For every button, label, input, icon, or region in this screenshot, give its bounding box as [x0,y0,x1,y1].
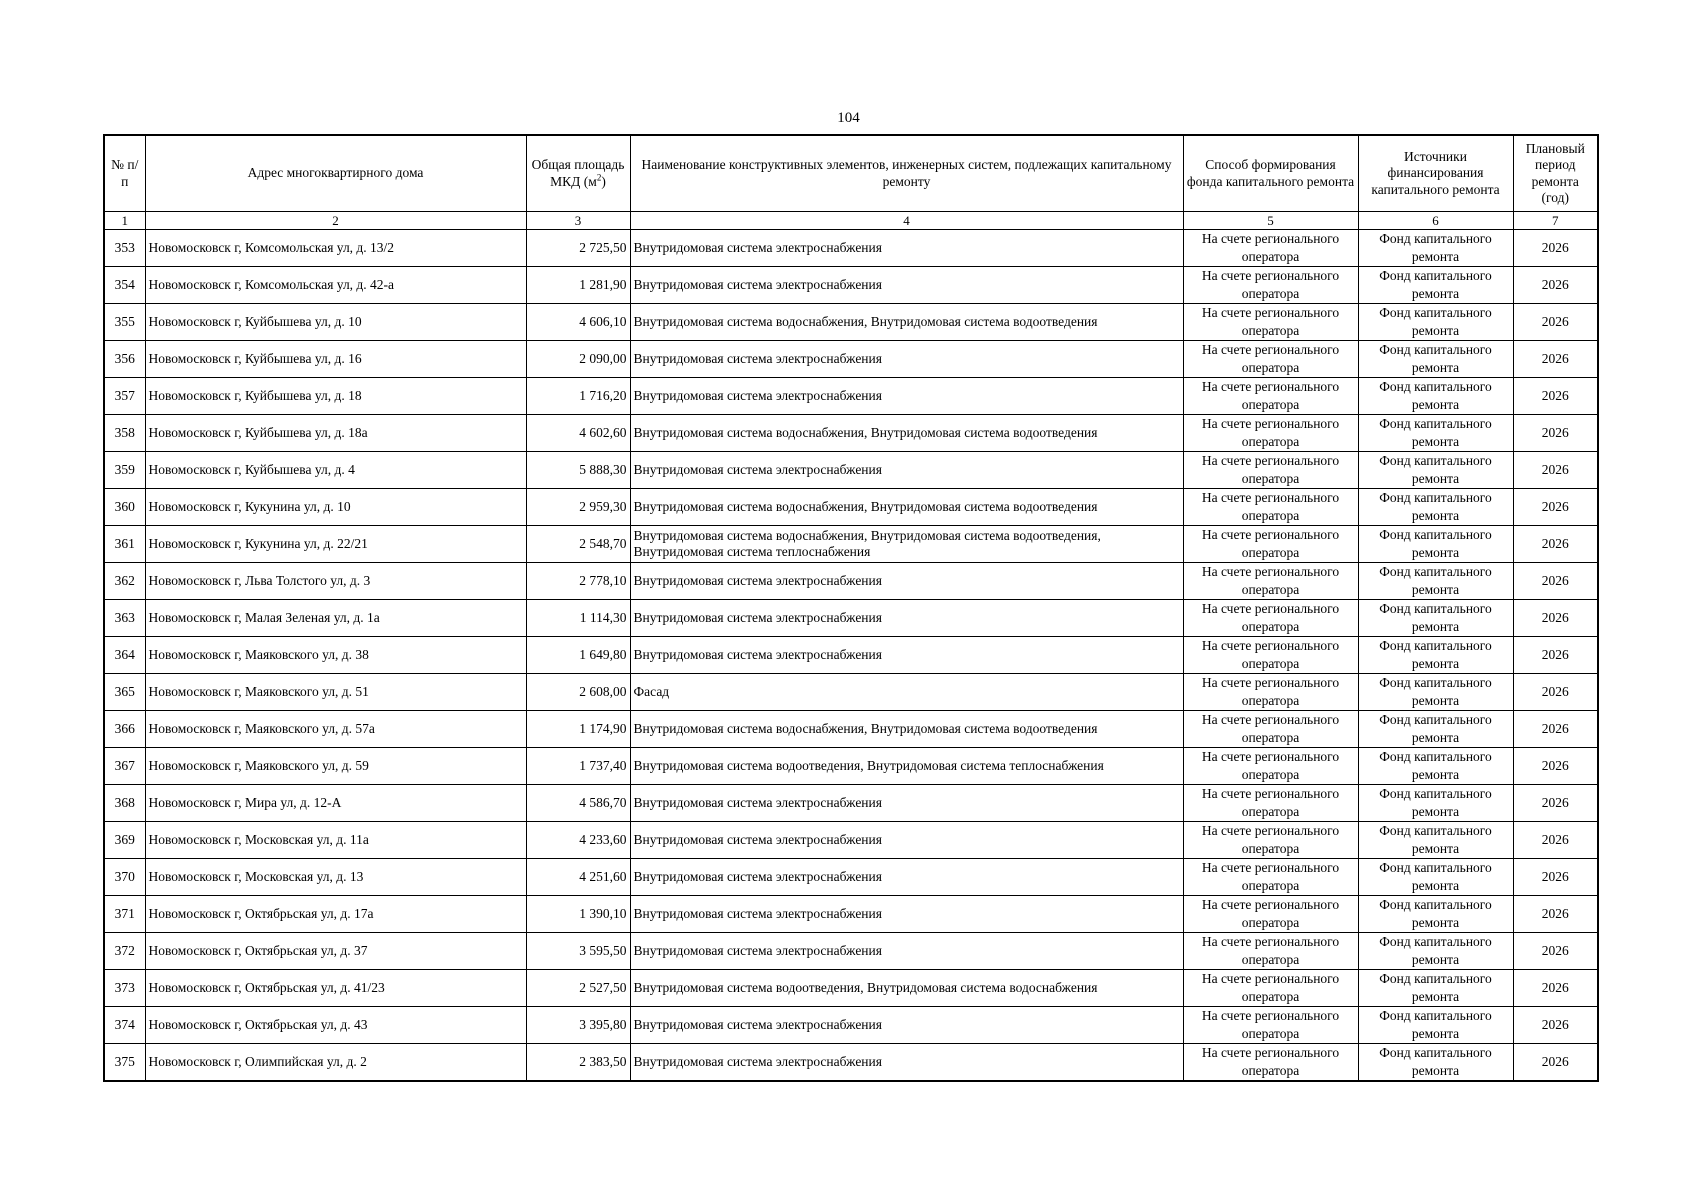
area-cell: 2 608,00 [526,674,630,711]
address-cell: Новомосковск г, Куйбышева ул, д. 10 [145,304,526,341]
method-cell: На счете регионального оператора [1183,748,1358,785]
year-cell: 2026 [1513,341,1598,378]
source-cell: Фонд капитального ремонта [1358,785,1513,822]
method-cell: На счете регионального оператора [1183,859,1358,896]
method-cell: На счете регионального оператора [1183,341,1358,378]
row-number-cell: 357 [104,378,145,415]
area-cell: 2 959,30 [526,489,630,526]
header-source: Источники финансирования капитального ремонта [1358,135,1513,212]
row-number-cell: 360 [104,489,145,526]
elements-cell: Внутридомовая система электроснабжения [630,822,1183,859]
row-number-cell: 355 [104,304,145,341]
row-number-cell: 372 [104,933,145,970]
method-cell: На счете регионального оператора [1183,933,1358,970]
area-cell: 2 090,00 [526,341,630,378]
table-row [104,526,1598,563]
table-row [104,452,1598,489]
row-number-cell: 366 [104,711,145,748]
source-cell: Фонд капитального ремонта [1358,933,1513,970]
method-cell: На счете регионального оператора [1183,637,1358,674]
row-number-cell: 353 [104,230,145,267]
column-number: 6 [1358,212,1513,230]
row-number-cell: 374 [104,1007,145,1044]
year-cell: 2026 [1513,637,1598,674]
row-number-cell: 363 [104,600,145,637]
source-cell: Фонд капитального ремонта [1358,637,1513,674]
area-cell: 3 595,50 [526,933,630,970]
method-cell: На счете регионального оператора [1183,489,1358,526]
address-cell: Новомосковск г, Олимпийская ул, д. 2 [145,1044,526,1082]
area-cell: 2 527,50 [526,970,630,1007]
table-row [104,304,1598,341]
source-cell: Фонд капитального ремонта [1358,1044,1513,1082]
source-cell: Фонд капитального ремонта [1358,341,1513,378]
area-cell: 4 251,60 [526,859,630,896]
elements-cell: Внутридомовая система водоснабжения, Внутридомовая система водоотведения, Внутридомовая система теплоснабжения [630,526,1183,563]
method-cell: На счете регионального оператора [1183,1007,1358,1044]
elements-cell: Внутридомовая система водоотведения, Внутридомовая система водоснабжения [630,970,1183,1007]
year-cell: 2026 [1513,452,1598,489]
address-cell: Новомосковск г, Октябрьская ул, д. 43 [145,1007,526,1044]
address-cell: Новомосковск г, Куйбышева ул, д. 4 [145,452,526,489]
table-row [104,1044,1598,1082]
address-cell: Новомосковск г, Московская ул, д. 11а [145,822,526,859]
table-row [104,711,1598,748]
source-cell: Фонд капитального ремонта [1358,230,1513,267]
elements-cell: Внутридомовая система водоснабжения, Внутридомовая система водоотведения [630,489,1183,526]
row-number-cell: 371 [104,896,145,933]
table-row [104,600,1598,637]
source-cell: Фонд капитального ремонта [1358,452,1513,489]
method-cell: На счете регионального оператора [1183,1044,1358,1082]
row-number-cell: 364 [104,637,145,674]
source-cell: Фонд капитального ремонта [1358,711,1513,748]
elements-cell: Внутридомовая система электроснабжения [630,933,1183,970]
source-cell: Фонд капитального ремонта [1358,415,1513,452]
area-cell: 1 737,40 [526,748,630,785]
method-cell: На счете регионального оператора [1183,674,1358,711]
year-cell: 2026 [1513,304,1598,341]
source-cell: Фонд капитального ремонта [1358,600,1513,637]
area-cell: 4 233,60 [526,822,630,859]
elements-cell: Внутридомовая система электроснабжения [630,859,1183,896]
address-cell: Новомосковск г, Октябрьская ул, д. 37 [145,933,526,970]
source-cell: Фонд капитального ремонта [1358,748,1513,785]
source-cell: Фонд капитального ремонта [1358,563,1513,600]
table-row [104,1007,1598,1044]
year-cell: 2026 [1513,933,1598,970]
area-cell: 1 390,10 [526,896,630,933]
area-cell: 1 114,30 [526,600,630,637]
method-cell: На счете регионального оператора [1183,600,1358,637]
elements-cell: Внутридомовая система электроснабжения [630,267,1183,304]
address-cell: Новомосковск г, Маяковского ул, д. 57а [145,711,526,748]
elements-cell: Внутридомовая система электроснабжения [630,1007,1183,1044]
row-number-cell: 361 [104,526,145,563]
header-row [104,135,1598,212]
row-number-cell: 369 [104,822,145,859]
row-number-cell: 362 [104,563,145,600]
row-number-cell: 367 [104,748,145,785]
year-cell: 2026 [1513,674,1598,711]
area-cell: 1 174,90 [526,711,630,748]
method-cell: На счете регионального оператора [1183,563,1358,600]
source-cell: Фонд капитального ремонта [1358,674,1513,711]
header-address: Адрес многоквартирного дома [145,135,526,212]
header-method: Способ формирования фонда капитального ремонта [1183,135,1358,212]
elements-cell: Фасад [630,674,1183,711]
elements-cell: Внутридомовая система водоснабжения, Внутридомовая система водоотведения [630,711,1183,748]
table-row [104,637,1598,674]
table-row [104,748,1598,785]
column-number: 4 [630,212,1183,230]
source-cell: Фонд капитального ремонта [1358,859,1513,896]
area-cell: 1 281,90 [526,267,630,304]
elements-cell: Внутридомовая система водоснабжения, Внутридомовая система водоотведения [630,415,1183,452]
year-cell: 2026 [1513,600,1598,637]
address-cell: Новомосковск г, Кукунина ул, д. 10 [145,489,526,526]
address-cell: Новомосковск г, Куйбышева ул, д. 18 [145,378,526,415]
method-cell: На счете регионального оператора [1183,970,1358,1007]
area-cell: 3 395,80 [526,1007,630,1044]
year-cell: 2026 [1513,1007,1598,1044]
header-elements: Наименование конструктивных элементов, инженерных систем, подлежащих капитальному ремонту [630,135,1183,212]
table-header [104,135,1598,230]
year-cell: 2026 [1513,711,1598,748]
column-number: 3 [526,212,630,230]
year-cell: 2026 [1513,526,1598,563]
source-cell: Фонд капитального ремонта [1358,1007,1513,1044]
header-area-text: Общая площадь МКД (м [531,157,625,189]
header-period: Плановый период ремонта (год) [1513,135,1598,212]
column-number: 5 [1183,212,1358,230]
page-number: 104 [837,110,860,126]
column-number-row [104,212,1598,230]
table-row [104,378,1598,415]
area-cell: 4 606,10 [526,304,630,341]
address-cell: Новомосковск г, Льва Толстого ул, д. 3 [145,563,526,600]
source-cell: Фонд капитального ремонта [1358,822,1513,859]
address-cell: Новомосковск г, Маяковского ул, д. 51 [145,674,526,711]
method-cell: На счете регионального оператора [1183,304,1358,341]
row-number-cell: 370 [104,859,145,896]
table-row [104,933,1598,970]
table-row [104,674,1598,711]
column-number: 2 [145,212,526,230]
table-row [104,415,1598,452]
area-cell: 1 649,80 [526,637,630,674]
row-number-cell: 365 [104,674,145,711]
address-cell: Новомосковск г, Мира ул, д. 12-А [145,785,526,822]
table-row [104,970,1598,1007]
method-cell: На счете регионального оператора [1183,785,1358,822]
year-cell: 2026 [1513,896,1598,933]
header-area [526,135,630,212]
area-cell: 5 888,30 [526,452,630,489]
header-area-sup: 2 [596,172,602,182]
source-cell: Фонд капитального ремонта [1358,304,1513,341]
address-cell: Новомосковск г, Октябрьская ул, д. 17а [145,896,526,933]
column-number: 1 [104,212,145,230]
year-cell: 2026 [1513,822,1598,859]
year-cell: 2026 [1513,415,1598,452]
elements-cell: Внутридомовая система электроснабжения [630,785,1183,822]
table-row [104,896,1598,933]
table-row [104,267,1598,304]
year-cell: 2026 [1513,489,1598,526]
table-row [104,785,1598,822]
address-cell: Новомосковск г, Куйбышева ул, д. 18а [145,415,526,452]
address-cell: Новомосковск г, Комсомольская ул, д. 42-а [145,267,526,304]
year-cell: 2026 [1513,230,1598,267]
source-cell: Фонд капитального ремонта [1358,267,1513,304]
year-cell: 2026 [1513,378,1598,415]
elements-cell: Внутридомовая система электроснабжения [630,563,1183,600]
elements-cell: Внутридомовая система электроснабжения [630,637,1183,674]
area-cell: 4 586,70 [526,785,630,822]
method-cell: На счете регионального оператора [1183,896,1358,933]
source-cell: Фонд капитального ремонта [1358,489,1513,526]
area-cell: 2 383,50 [526,1044,630,1082]
method-cell: На счете регионального оператора [1183,526,1358,563]
row-number-cell: 354 [104,267,145,304]
elements-cell: Внутридомовая система водоотведения, Внутридомовая система теплоснабжения [630,748,1183,785]
elements-cell: Внутридомовая система электроснабжения [630,896,1183,933]
elements-cell: Внутридомовая система электроснабжения [630,341,1183,378]
row-number-cell: 368 [104,785,145,822]
year-cell: 2026 [1513,970,1598,1007]
table-body [104,230,1598,1082]
method-cell: На счете регионального оператора [1183,452,1358,489]
elements-cell: Внутридомовая система электроснабжения [630,1044,1183,1082]
table-row [104,489,1598,526]
table-row [104,563,1598,600]
address-cell: Новомосковск г, Маяковского ул, д. 59 [145,748,526,785]
elements-cell: Внутридомовая система электроснабжения [630,600,1183,637]
method-cell: На счете регионального оператора [1183,711,1358,748]
elements-cell: Внутридомовая система электроснабжения [630,452,1183,489]
table-row [104,859,1598,896]
elements-cell: Внутридомовая система водоснабжения, Внутридомовая система водоотведения [630,304,1183,341]
method-cell: На счете регионального оператора [1183,822,1358,859]
year-cell: 2026 [1513,563,1598,600]
header-num: № п/п [104,135,145,212]
table-row [104,341,1598,378]
year-cell: 2026 [1513,748,1598,785]
elements-cell: Внутридомовая система электроснабжения [630,230,1183,267]
year-cell: 2026 [1513,785,1598,822]
address-cell: Новомосковск г, Куйбышева ул, д. 16 [145,341,526,378]
area-cell: 1 716,20 [526,378,630,415]
method-cell: На счете регионального оператора [1183,230,1358,267]
elements-cell: Внутридомовая система электроснабжения [630,378,1183,415]
area-cell: 2 778,10 [526,563,630,600]
method-cell: На счете регионального оператора [1183,267,1358,304]
row-number-cell: 356 [104,341,145,378]
method-cell: На счете регионального оператора [1183,415,1358,452]
row-number-cell: 359 [104,452,145,489]
method-cell: На счете регионального оператора [1183,378,1358,415]
address-cell: Новомосковск г, Маяковского ул, д. 38 [145,637,526,674]
row-number-cell: 375 [104,1044,145,1082]
address-cell: Новомосковск г, Московская ул, д. 13 [145,859,526,896]
source-cell: Фонд капитального ремонта [1358,970,1513,1007]
year-cell: 2026 [1513,267,1598,304]
source-cell: Фонд капитального ремонта [1358,526,1513,563]
area-cell: 2 548,70 [526,526,630,563]
address-cell: Новомосковск г, Малая Зеленая ул, д. 1а [145,600,526,637]
address-cell: Новомосковск г, Октябрьская ул, д. 41/23 [145,970,526,1007]
table-row [104,230,1598,267]
source-cell: Фонд капитального ремонта [1358,378,1513,415]
table-row [104,822,1598,859]
header-area-close: ) [601,173,606,189]
address-cell: Новомосковск г, Кукунина ул, д. 22/21 [145,526,526,563]
source-cell: Фонд капитального ремонта [1358,896,1513,933]
area-cell: 2 725,50 [526,230,630,267]
row-number-cell: 373 [104,970,145,1007]
year-cell: 2026 [1513,859,1598,896]
row-number-cell: 358 [104,415,145,452]
column-number: 7 [1513,212,1598,230]
repair-program-table [103,134,1599,1082]
address-cell: Новомосковск г, Комсомольская ул, д. 13/2 [145,230,526,267]
area-cell: 4 602,60 [526,415,630,452]
year-cell: 2026 [1513,1044,1598,1082]
